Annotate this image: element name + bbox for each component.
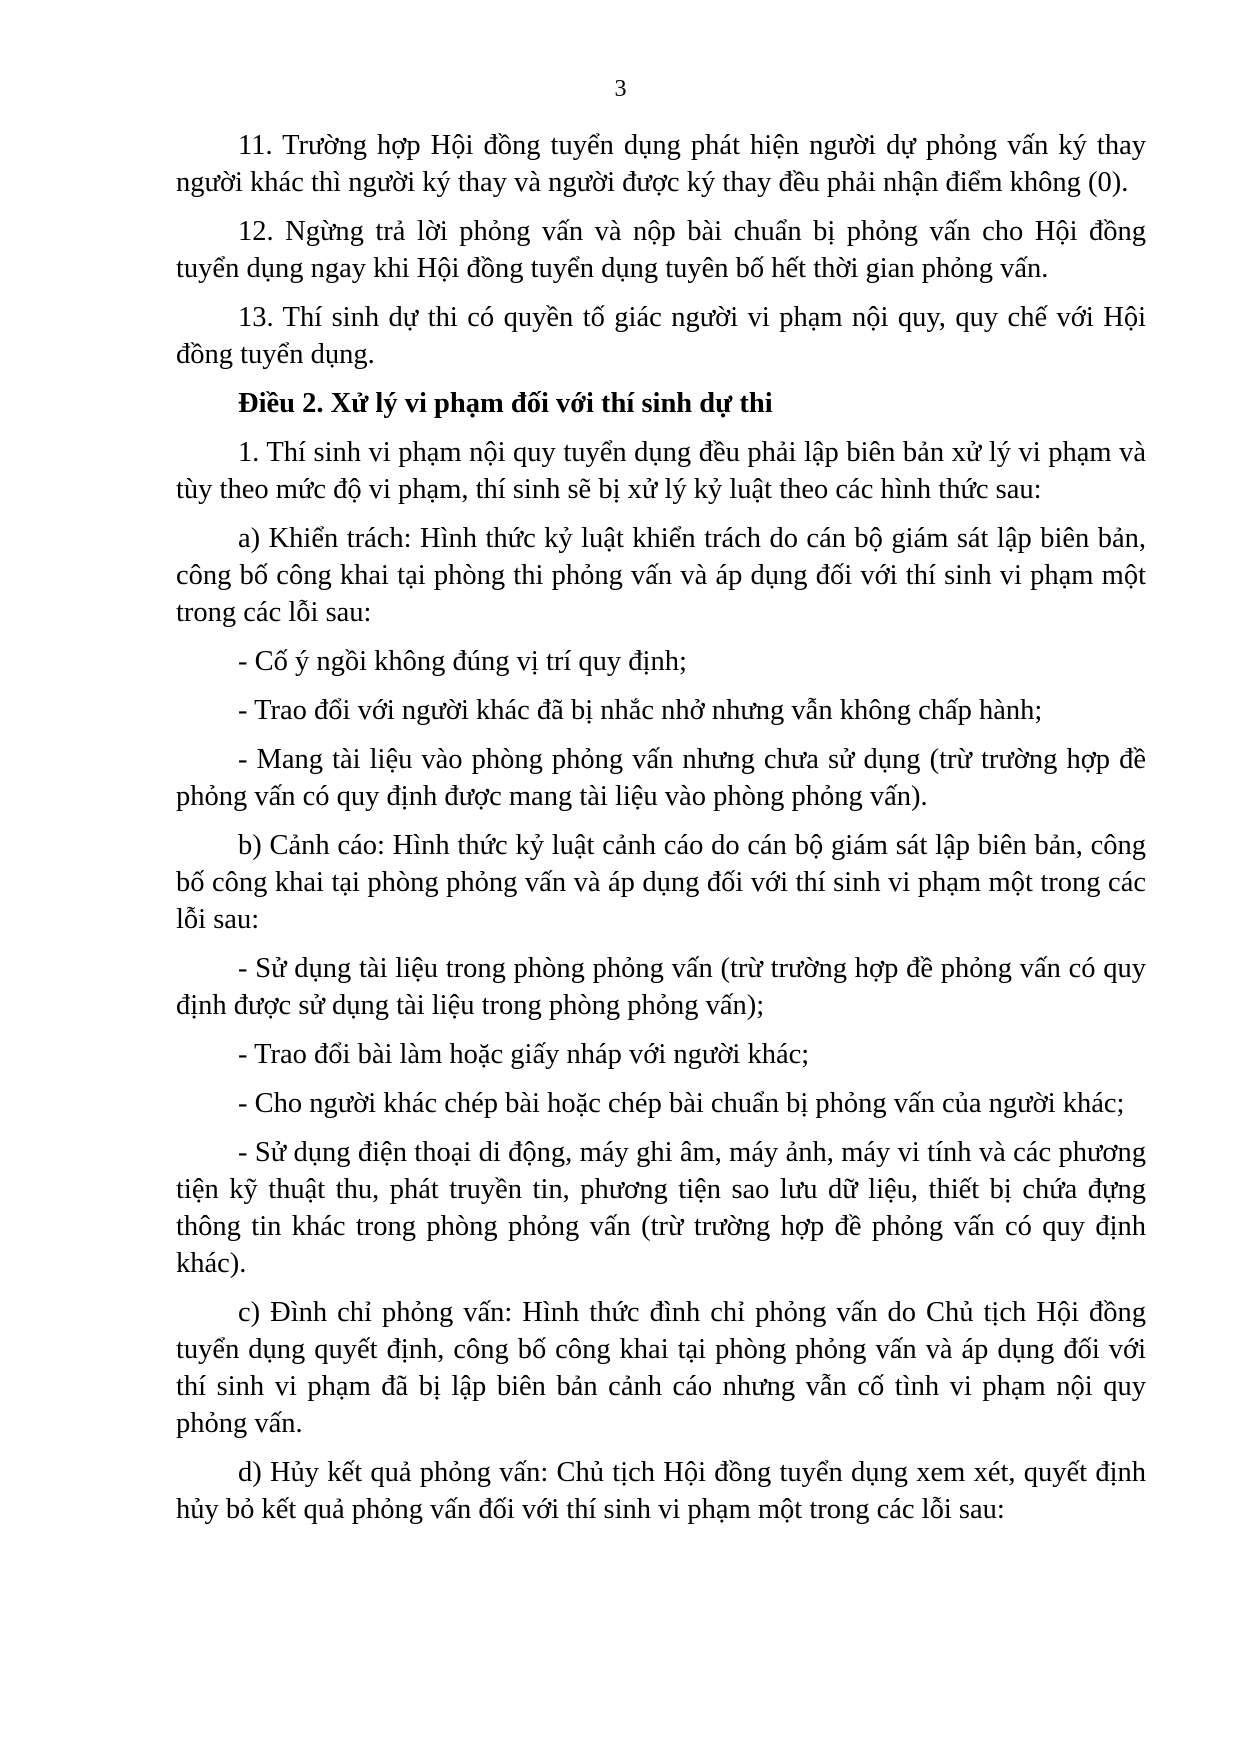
paragraph-item-12: 12. Ngừng trả lời phỏng vấn và nộp bài chuẩn bị phỏng vấn cho Hội đồng tuyển dụng ngay khi Hội đồng tuyển dụng tuyên bố hết thời gian phỏng vấn.: [176, 216, 1146, 284]
list-item: - Sử dụng điện thoại di động, máy ghi âm, máy ảnh, máy vi tính và các phương tiện kỹ thuật thu, phát truyền tin, phương tiện sao lưu dữ liệu, thiết bị chứa đựng thông tin khác trong phòng phỏng vấn (trừ trường hợp đề phỏng vấn có quy định khác).: [176, 1137, 1146, 1279]
list-item: - Cố ý ngồi không đúng vị trí quy định;: [238, 646, 687, 677]
article-heading: Điều 2. Xử lý vi phạm đối với thí sinh dự thi: [238, 388, 773, 419]
paragraph-item-11: 11. Trường hợp Hội đồng tuyển dụng phát hiện người dự phỏng vấn ký thay người khác thì người ký thay và người được ký thay đều phải nhận điểm không (0).: [176, 130, 1146, 198]
document-body: [176, 127, 1146, 1540]
list-item: - Sử dụng tài liệu trong phòng phỏng vấn (trừ trường hợp đề phỏng vấn có quy định được sử dụng tài liệu trong phòng phỏng vấn);: [176, 953, 1146, 1021]
paragraph-suspension: c) Đình chỉ phỏng vấn: Hình thức đình chỉ phỏng vấn do Chủ tịch Hội đồng tuyển dụng quyết định, công bố công khai tại phòng phỏng vấn và áp dụng đối với thí sinh vi phạm đã bị lập biên bản cảnh cáo nhưng vẫn cố tình vi phạm nội quy phỏng vấn.: [176, 1297, 1146, 1439]
paragraph-item-13: 13. Thí sinh dự thi có quyền tố giác người vi phạm nội quy, quy chế với Hội đồng tuyển dụng.: [176, 302, 1146, 370]
list-item: - Mang tài liệu vào phòng phỏng vấn nhưng chưa sử dụng (trừ trường hợp đề phỏng vấn có quy định được mang tài liệu vào phòng phỏng vấn).: [176, 744, 1146, 812]
page-number: 3: [614, 76, 627, 102]
list-item: - Cho người khác chép bài hoặc chép bài chuẩn bị phỏng vấn của người khác;: [238, 1088, 1125, 1119]
paragraph-reprimand: a) Khiển trách: Hình thức kỷ luật khiển trách do cán bộ giám sát lập biên bản, công bố công khai tại phòng thi phỏng vấn và áp dụng đối với thí sinh vi phạm một trong các lỗi sau:: [176, 523, 1146, 628]
paragraph-cancellation: d) Hủy kết quả phỏng vấn: Chủ tịch Hội đồng tuyển dụng xem xét, quyết định hủy bỏ kết quả phỏng vấn đối với thí sinh vi phạm một trong các lỗi sau:: [176, 1457, 1146, 1525]
list-item: - Trao đổi bài làm hoặc giấy nháp với người khác;: [238, 1039, 810, 1070]
paragraph-clause-1: 1. Thí sinh vi phạm nội quy tuyển dụng đều phải lập biên bản xử lý vi phạm và tùy theo mức độ vi phạm, thí sinh sẽ bị xử lý kỷ luật theo các hình thức sau:: [176, 437, 1146, 505]
paragraph-warning: b) Cảnh cáo: Hình thức kỷ luật cảnh cáo do cán bộ giám sát lập biên bản, công bố công khai tại phòng phỏng vấn và áp dụng đối với thí sinh vi phạm một trong các lỗi sau:: [176, 830, 1146, 935]
list-item: - Trao đổi với người khác đã bị nhắc nhở nhưng vẫn không chấp hành;: [238, 695, 1043, 726]
